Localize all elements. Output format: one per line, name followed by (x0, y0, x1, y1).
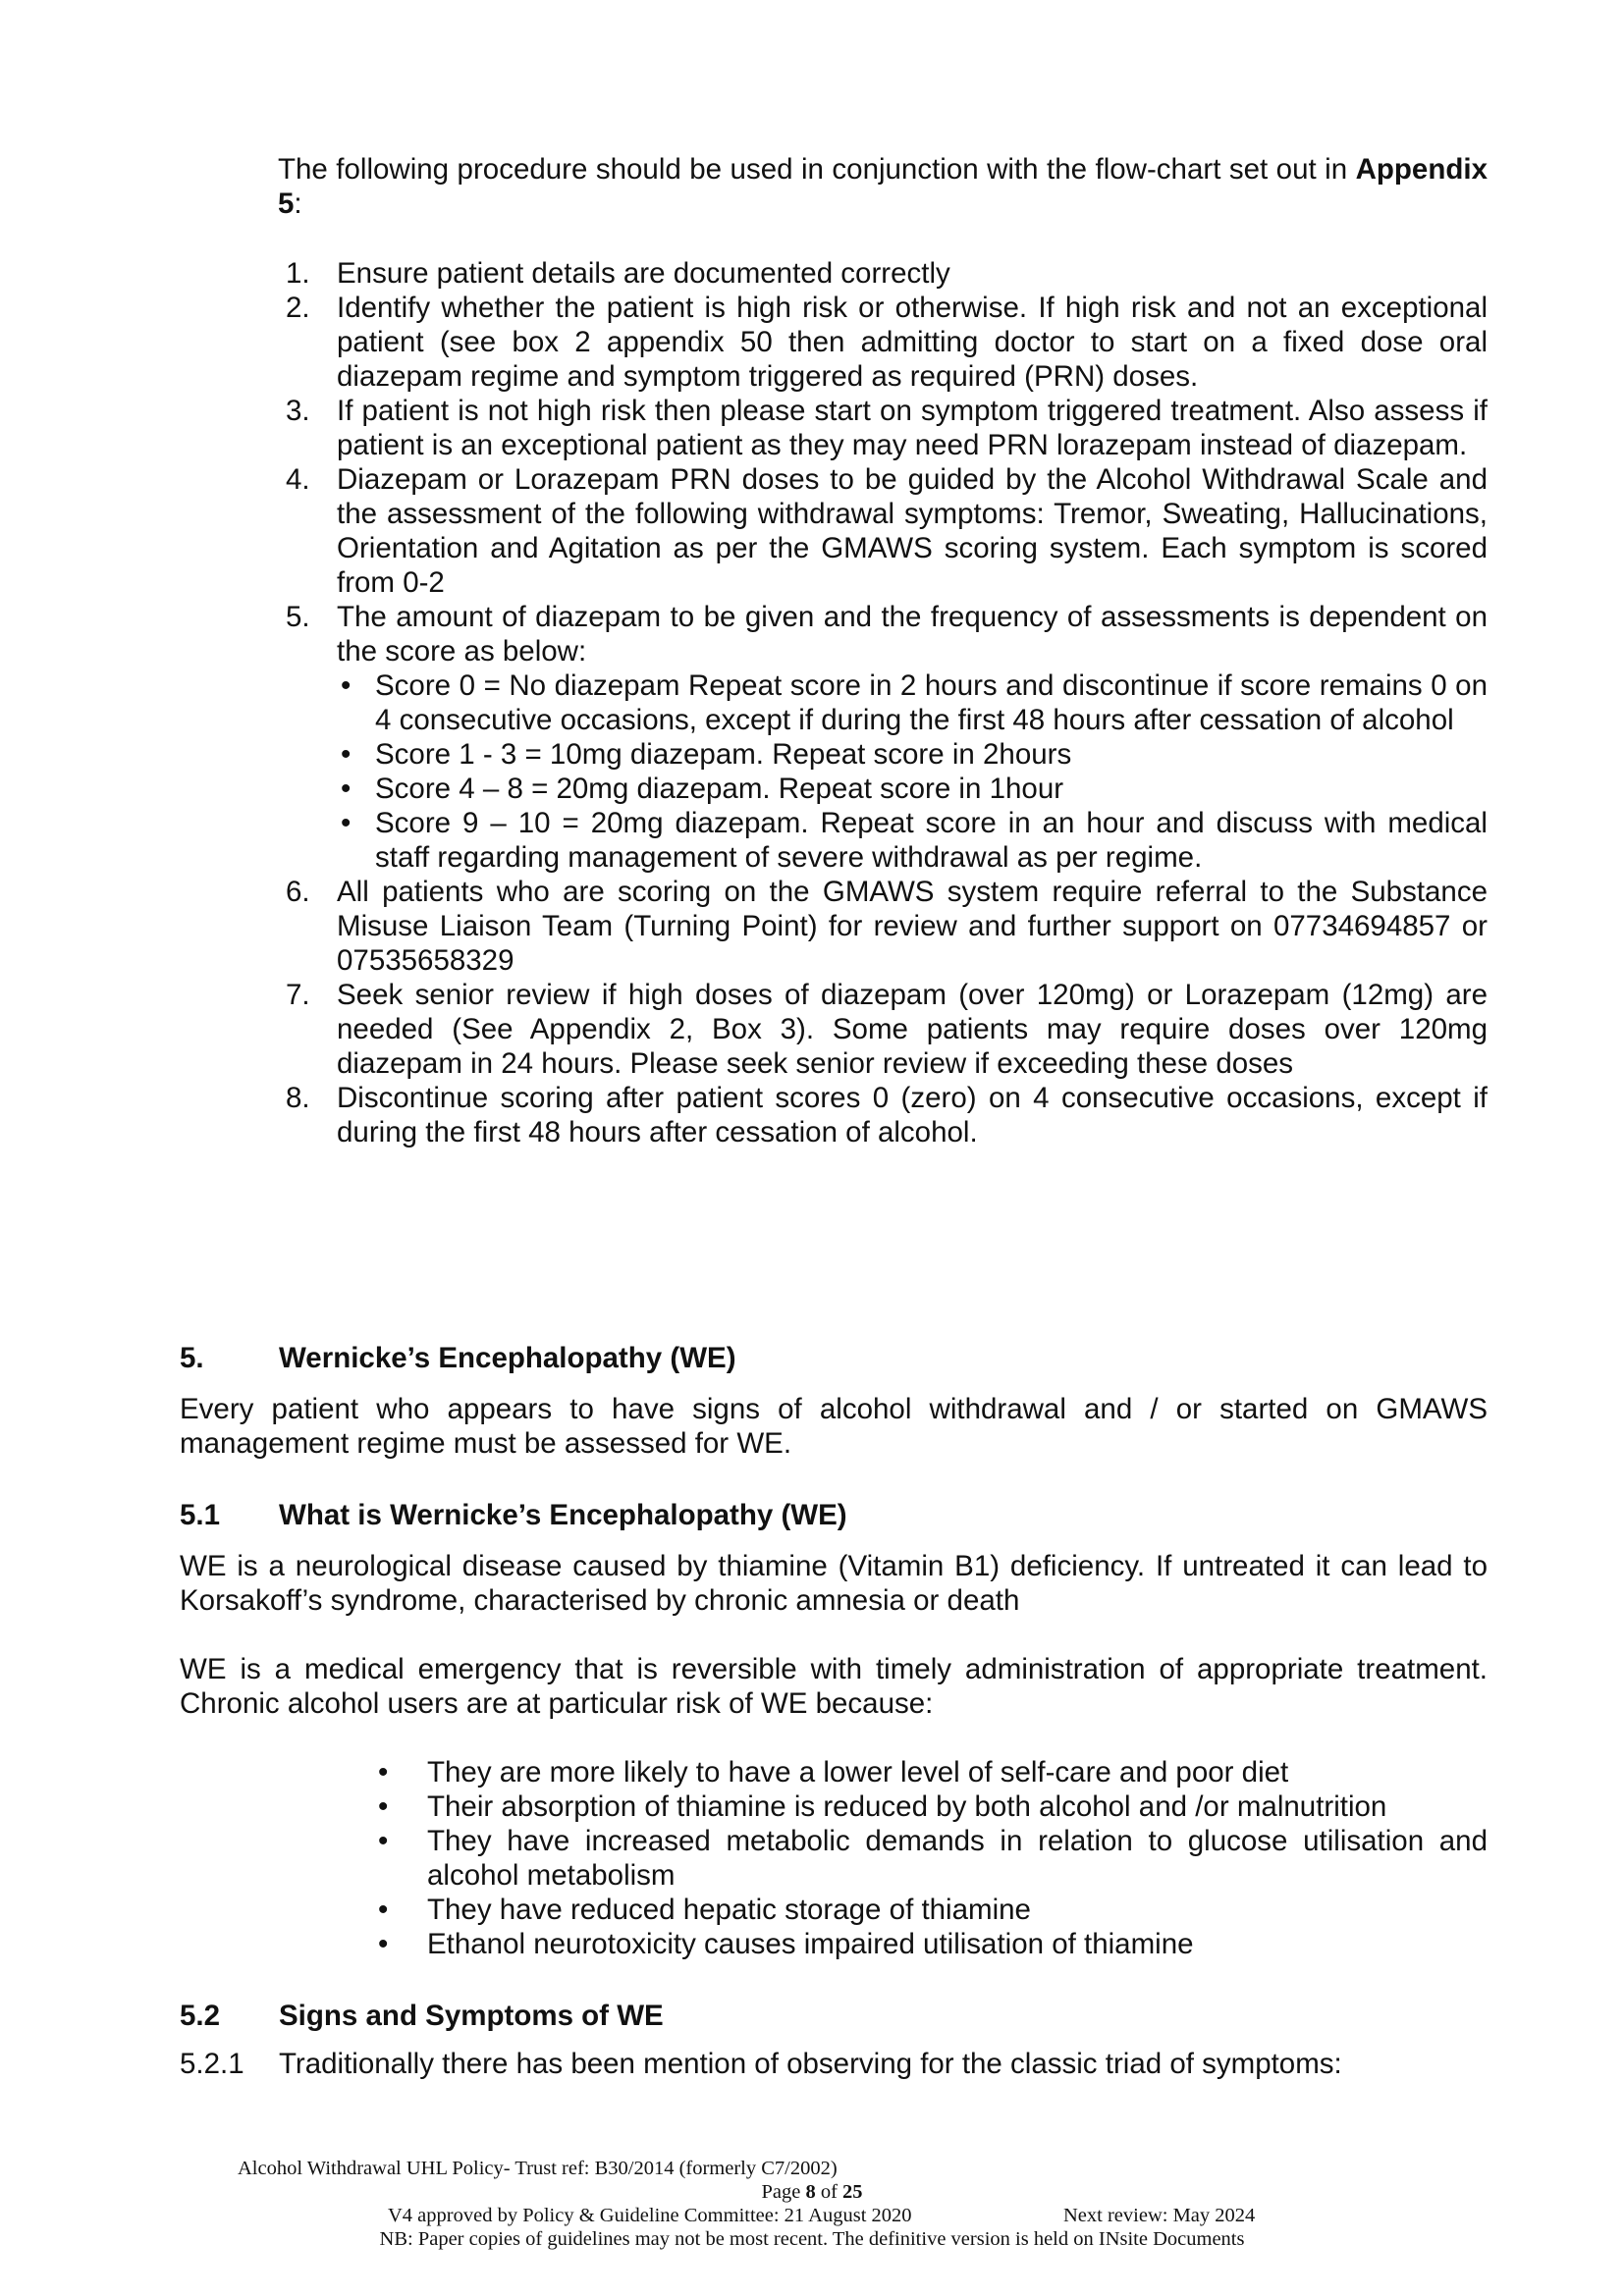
subsection-text: Traditionally there has been mention of observing for the classic triad of symptoms: (279, 2048, 1342, 2080)
footer-policy-ref: Alcohol Withdrawal UHL Policy- Trust ref: B30/2014 (formerly C7/2002) (238, 2158, 838, 2179)
bullet-dot-icon: • (341, 738, 352, 771)
bullet-dot-icon: • (378, 1790, 389, 1823)
score-bullet-text: Score 1 - 3 = 10mg diazepam. Repeat score in 2hours (375, 738, 1072, 771)
score-bullet (337, 737, 1488, 772)
intro-tail: : (294, 187, 302, 220)
procedure-step (278, 875, 1488, 978)
step-number: 8. (286, 1082, 310, 1114)
step-number: 4. (286, 463, 310, 496)
section-5-2-1 (180, 2047, 1488, 2081)
page-of: of (815, 2181, 843, 2203)
procedure-step (278, 978, 1488, 1081)
step-text: If patient is not high risk then please start on symptom triggered treatment. Also assess if patient is an exceptional patient as they may need PRN lorazepam instead of diazepam. (337, 395, 1488, 461)
procedure-list (278, 256, 1488, 1149)
footer-approval: V4 approved by Policy & Guideline Committee: 21 August 2020 (388, 2205, 912, 2226)
footer-next-review: Next review: May 2024 (1063, 2205, 1256, 2226)
page-total: 25 (842, 2181, 863, 2203)
section-5 (180, 1341, 1488, 2081)
section-5-1-paragraph-1: WE is a neurological disease caused by thiamine (Vitamin B1) deficiency. If untreated it can lead to Korsakoff’s syndrome, characterised by chronic amnesia or death (180, 1550, 1488, 1617)
risk-bullet (376, 1824, 1488, 1893)
bullet-dot-icon: • (341, 773, 352, 805)
section-number: 5.1 (180, 1499, 221, 1531)
section-title: Signs and Symptoms of WE (279, 2000, 664, 2032)
risk-bullet (376, 1789, 1488, 1824)
intro-paragraph (278, 152, 1488, 221)
page-prefix: Page (761, 2181, 806, 2203)
procedure-step (278, 462, 1488, 600)
risk-bullet (376, 1755, 1488, 1789)
step-text: The amount of diazepam to be given and the frequency of assessments is dependent on the score as below: (337, 601, 1488, 667)
risk-bullet-text: Their absorption of thiamine is reduced by both alcohol and /or malnutrition (427, 1790, 1387, 1823)
step-text: Discontinue scoring after patient scores 0 (zero) on 4 consecutive occasions, except if during the first 48 hours after cessation of alcohol. (337, 1082, 1488, 1148)
procedure-step (278, 394, 1488, 462)
bullet-dot-icon: • (378, 1928, 389, 1960)
footer-note: NB: Paper copies of guidelines may not be most recent. The definitive version is held on INsite Documents (379, 2228, 1245, 2250)
section-title: Wernicke’s Encephalopathy (WE) (279, 1342, 736, 1374)
bullet-dot-icon: • (341, 807, 352, 839)
bullet-dot-icon: • (341, 669, 352, 702)
score-bullet (337, 668, 1488, 737)
section-number: 5. (180, 1342, 204, 1374)
procedure-step (278, 600, 1488, 875)
step-text: Identify whether the patient is high risk or otherwise. If high risk and not an exceptional patient (see box 2 appendix 50 then admitting doctor to start on a fixed dose oral diazepam regime and symptom triggered as required (PRN) doses. (337, 292, 1488, 393)
risk-bullet (376, 1927, 1488, 1961)
section-number: 5.2 (180, 2000, 221, 2032)
risk-bullet-text: Ethanol neurotoxicity causes impaired utilisation of thiamine (427, 1928, 1194, 1960)
step-number: 6. (286, 876, 310, 908)
step-text: Seek senior review if high doses of diazepam (over 120mg) or Lorazepam (12mg) are needed (See Appendix 2, Box 3). Some patients may require doses over 120mg diazepam in 24 hours. Please seek senior review if exceeding these doses (337, 979, 1488, 1080)
subsection-number: 5.2.1 (180, 2048, 244, 2080)
section-5-heading (180, 1341, 1488, 1375)
step-text: Ensure patient details are documented correctly (337, 257, 950, 290)
step-number: 3. (286, 395, 310, 427)
procedure-step (278, 291, 1488, 394)
section-title: What is Wernicke’s Encephalopathy (WE) (279, 1499, 847, 1531)
step-text: Diazepam or Lorazepam PRN doses to be guided by the Alcohol Withdrawal Scale and the assessment of the following withdrawal symptoms: Tremor, Sweating, Hallucinations, Orientation and Agitation as per the GMAWS scoring system. Each symptom is scored from 0-2 (337, 463, 1488, 599)
score-bullet (337, 806, 1488, 875)
risk-bullet-text: They are more likely to have a lower level of self-care and poor diet (427, 1756, 1289, 1789)
section-5-paragraph: Every patient who appears to have signs of alcohol withdrawal and / or started on GMAWS management regime must be assessed for WE. (180, 1393, 1488, 1460)
step-number: 2. (286, 292, 310, 324)
bullet-dot-icon: • (378, 1894, 389, 1926)
risk-bullet-list (376, 1755, 1488, 1961)
intro-text: The following procedure should be used in conjunction with the flow-chart set out in (278, 153, 1356, 186)
step-number: 5. (286, 601, 310, 633)
procedure-step (278, 1081, 1488, 1149)
intro-appendix-ref: Appendix 5 (278, 153, 1488, 220)
score-bullet-list (337, 668, 1488, 875)
risk-bullet-text: They have reduced hepatic storage of thiamine (427, 1894, 1031, 1926)
score-bullet (337, 772, 1488, 806)
section-5-2-heading (180, 1999, 1488, 2033)
section-5-1-paragraph-2: WE is a medical emergency that is reversible with timely administration of appropriate treatment. Chronic alcohol users are at particular risk of WE because: (180, 1653, 1488, 1720)
bullet-dot-icon: • (378, 1825, 389, 1857)
footer-page-number (0, 2180, 1624, 2204)
score-bullet-text: Score 0 = No diazepam Repeat score in 2 hours and discontinue if score remains 0 on 4 consecutive occasions, except if during the first 48 hours after cessation of alcohol (375, 669, 1488, 736)
step-number: 1. (286, 257, 310, 290)
step-number: 7. (286, 979, 310, 1011)
score-bullet-text: Score 9 – 10 = 20mg diazepam. Repeat score in an hour and discuss with medical staff regarding management of severe withdrawal as per regime. (375, 807, 1488, 874)
step-text: All patients who are scoring on the GMAWS system require referral to the Substance Misuse Liaison Team (Turning Point) for review and further support on 07734694857 or 07535658329 (337, 876, 1488, 977)
section-5-1-heading (180, 1498, 1488, 1532)
score-bullet-text: Score 4 – 8 = 20mg diazepam. Repeat score in 1hour (375, 773, 1064, 805)
procedure-step (278, 256, 1488, 291)
risk-bullet (376, 1893, 1488, 1927)
page-current: 8 (805, 2181, 816, 2203)
risk-bullet-text: They have increased metabolic demands in relation to glucose utilisation and alcohol metabolism (427, 1825, 1488, 1892)
bullet-dot-icon: • (378, 1756, 389, 1789)
